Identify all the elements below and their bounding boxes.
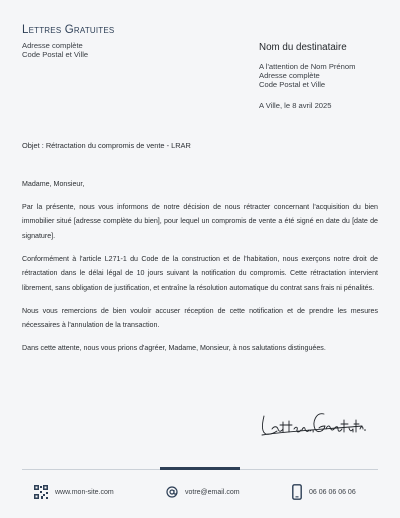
at-icon <box>166 486 178 498</box>
paragraph-1: Par la présente, nous vous informons de notre décision de nous rétracter concernant l'acquisition du bien immobilier situé [adresse complète du bien], pour lequel un compromis de vente a été signé en date du [date de signature]. <box>22 203 378 240</box>
brand-title: Lettres Gratuites <box>22 24 115 36</box>
letter-body <box>22 177 378 364</box>
greeting: Madame, Monsieur, <box>22 180 85 188</box>
footer-website[interactable] <box>34 483 114 501</box>
recipient-attention: A l'attention de Nom Prénom <box>259 62 356 71</box>
footer-phone[interactable] <box>292 483 356 501</box>
qr-code-icon <box>34 485 48 499</box>
recipient-block <box>259 62 355 90</box>
recipient-postal: Code Postal et Ville <box>259 80 326 90</box>
paragraph-3: Nous vous remercions de bien vouloir accuser réception de cette notification et de prendre les mesures nécessaires à l'annulation de la transaction. <box>22 306 378 330</box>
letter-date: A Ville, le 8 avril 2025 <box>259 101 332 110</box>
website-text: www.mon-site.com <box>55 488 114 496</box>
phone-text: 06 06 06 06 06 <box>309 488 356 496</box>
email-text: votre@email.com <box>185 488 240 496</box>
footer-divider-accent <box>160 467 240 470</box>
recipient-address: Adresse complète <box>259 71 320 81</box>
paragraph-2: Conformément à l'article L271-1 du Code de la construction et de l'habitation, nous exerçons notre droit de rétractation dans le délai légal de 10 jours suivant la notification du compromis. Cette rétractation intervient librement, sans obligation de justification, et entraîne la résolution automatique du contrat sans frais ni pénalités. <box>22 254 378 292</box>
letter-subject: Objet : Rétractation du compromis de vente - LRAR <box>22 141 191 150</box>
handwritten-signature <box>258 402 368 442</box>
sender-postal: Code Postal et Ville <box>22 50 89 60</box>
paragraph-4: Dans cette attente, nous vous prions d'agréer, Madame, Monsieur, à nos salutations distinguées. <box>22 344 326 353</box>
sender-address: Adresse complète <box>22 41 83 50</box>
recipient-name: Nom du destinataire <box>259 42 347 53</box>
sender-block <box>22 41 88 60</box>
footer-email[interactable] <box>166 483 240 501</box>
phone-icon <box>292 484 302 500</box>
